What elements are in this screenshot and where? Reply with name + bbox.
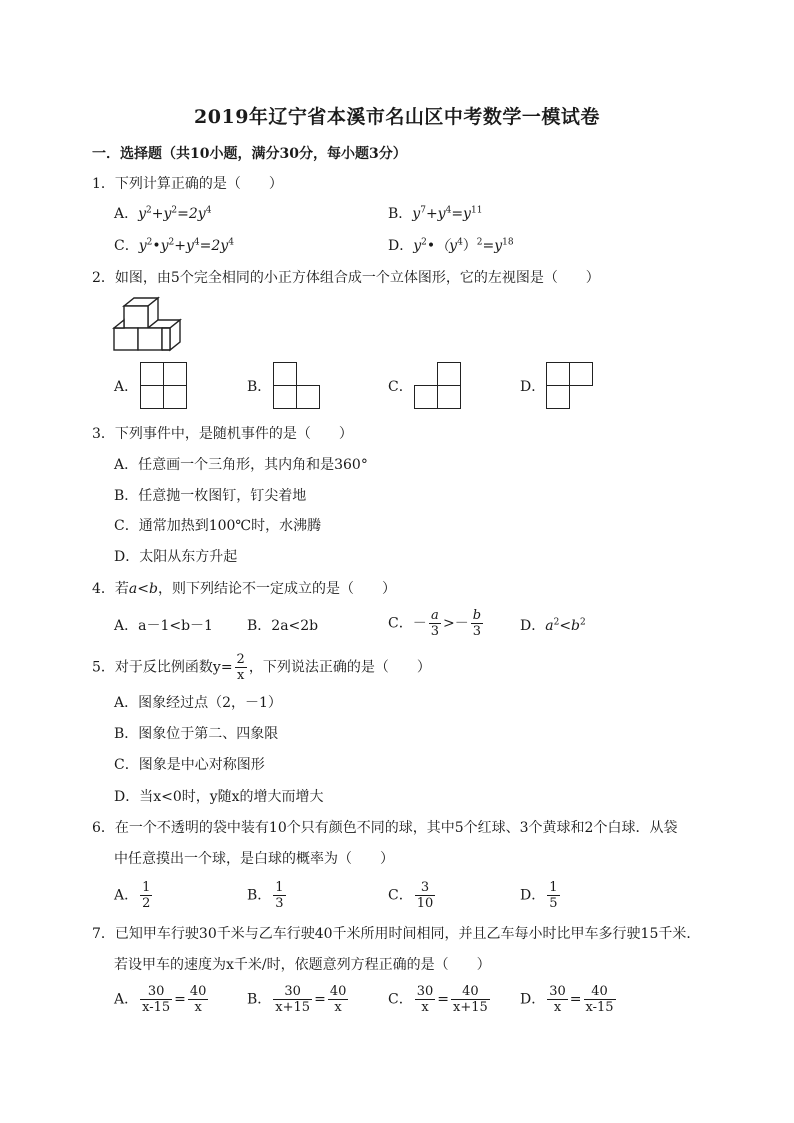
q4-option-b: B．2a<2b <box>247 618 319 634</box>
q2-option-c-label: C． <box>388 379 413 395</box>
q6-option-b: B． $\frac{1}{3}$ <box>247 880 284 911</box>
q3-option-c: C．通常加热到100℃时，水沸腾 <box>114 518 322 534</box>
q7-stem-line1: 7．已知甲车行驶30千米与乙车行驶40千米所用时间相同，并且乙车每小时比甲车多行驶15千米． <box>92 926 701 942</box>
q5-option-d: D．当x<0时，y随x的增大而增大 <box>114 789 324 805</box>
q5-stem: 5．对于反比例函数y= $\frac{2}{x}$ ，下列说法正确的是（ ） <box>92 652 431 683</box>
q2-option-a-view <box>140 362 188 410</box>
q7-option-a: A． $\frac{30}{x-15}$ = $\frac{40}{x}$ <box>114 984 207 1015</box>
q5-option-c: C．图象是中心对称图形 <box>114 757 265 773</box>
q4-option-d: D．$a^2<b^2$ <box>520 617 586 634</box>
q7-stem-line2: 若设甲车的速度为x千米/时，依题意列方程正确的是（ ） <box>114 957 491 973</box>
q6-option-c: C． $\frac{3}{10}$ <box>388 880 434 911</box>
q3-option-d: D．太阳从东方升起 <box>114 549 238 565</box>
q2-option-c-view <box>414 362 462 410</box>
q2-option-b-view <box>273 362 321 410</box>
q5-option-a: A．图象经过点（2，－1） <box>114 695 282 711</box>
section-heading: 一．选择题（共10小题，满分30分，每小题3分） <box>92 146 407 162</box>
q2-option-d-label: D． <box>520 379 546 395</box>
q1-option-c: C．$y^2•y^2+y^4=2y^4$ <box>114 237 234 254</box>
q1-option-d: D．$y^2•(y^4)^2=y^{18}$ <box>388 237 514 254</box>
q3-option-b: B．任意抛一枚图钉，钉尖着地 <box>114 488 307 504</box>
q4-stem: 4．若a<b，则下列结论不一定成立的是（ ） <box>92 581 396 597</box>
page-title: 2019年辽宁省本溪市名山区中考数学一模试卷 <box>194 106 600 128</box>
q4-option-a: A．a－1<b－1 <box>114 618 213 634</box>
q2-cube-figure <box>110 296 190 356</box>
q1-stem: 1．下列计算正确的是（ ） <box>92 176 283 192</box>
q1-option-a: A．$y^2+y^2=2y^4$ <box>114 205 212 222</box>
q2-option-d-view <box>546 362 594 410</box>
q5-option-b: B．图象位于第二、四象限 <box>114 726 279 742</box>
q1-option-b: B．$y^7+y^4=y^{11}$ <box>388 205 483 222</box>
q2-stem: 2．如图，由5个完全相同的小正方体组合成一个立体图形，它的左视图是（ ） <box>92 270 600 286</box>
q4-option-c: C．－ $\frac{a}{3}$ >－ $\frac{b}{3}$ <box>388 608 482 639</box>
q7-option-c: C． $\frac{30}{x}$ = $\frac{40}{x+15}$ <box>388 984 488 1015</box>
q7-option-b: B． $\frac{30}{x+15}$ = $\frac{40}{x}$ <box>247 984 347 1015</box>
q2-option-a-label: A． <box>114 379 139 395</box>
q7-option-d: D． $\frac{30}{x}$ = $\frac{40}{x-15}$ <box>520 984 614 1015</box>
q3-stem: 3．下列事件中，是随机事件的是（ ） <box>92 426 353 442</box>
q6-stem-line1: 6．在一个不透明的袋中装有10个只有颜色不同的球，其中5个红球、3个黄球和2个白球．从袋 <box>92 820 678 836</box>
q6-stem-line2: 中任意摸出一个球，是白球的概率为（ ） <box>114 851 394 867</box>
q6-option-a: A． $\frac{1}{2}$ <box>114 880 151 911</box>
q2-option-b-label: B． <box>247 379 272 395</box>
q6-option-d: D． $\frac{1}{5}$ <box>520 880 558 911</box>
q3-option-a: A．任意画一个三角形，其内角和是360° <box>114 457 368 473</box>
